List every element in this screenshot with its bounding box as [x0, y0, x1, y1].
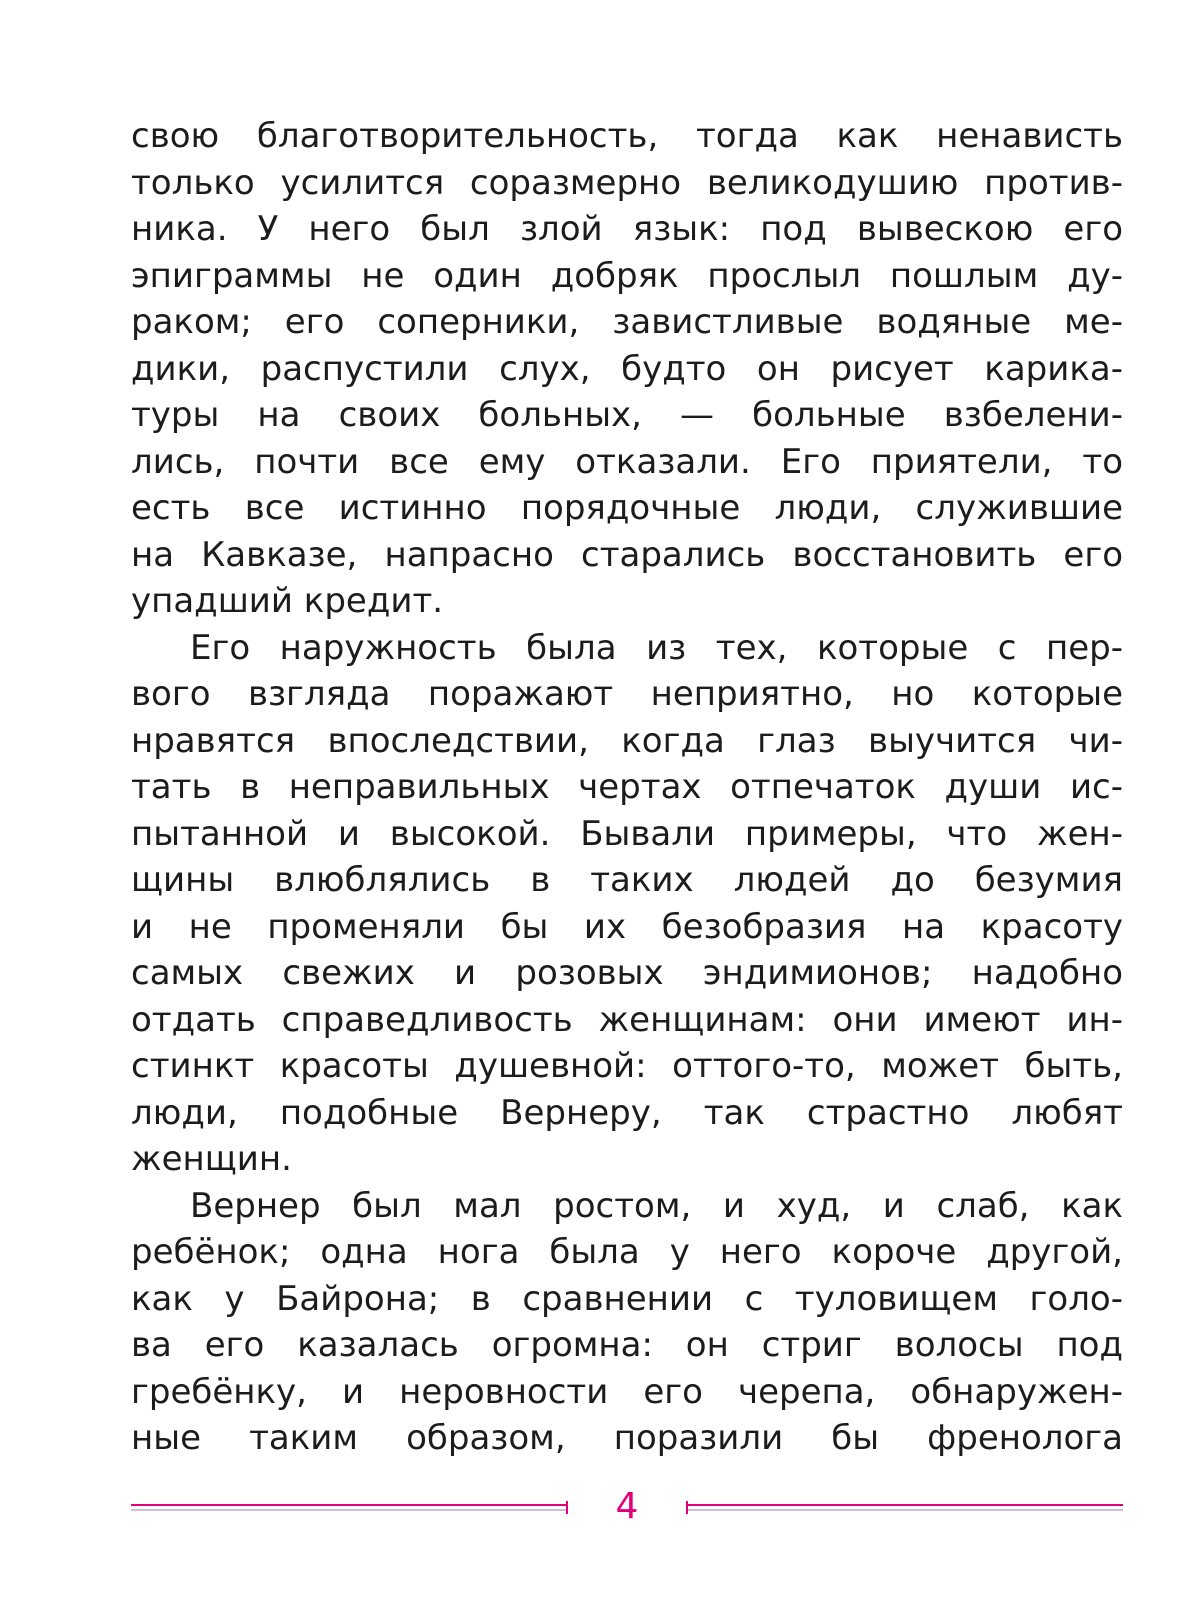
paragraph-end-line: женщин.	[131, 1139, 292, 1179]
text-line: ные таким образом, поразили бы френолога	[131, 1418, 1123, 1458]
page-number: 4	[615, 1486, 639, 1527]
text-line: ребёнок; одна нога была у него короче другой,	[131, 1232, 1123, 1272]
text-line: раком; его соперники, завистливые водяные ме-	[131, 302, 1123, 342]
text-line: ва его казалась огромна: он стриг волосы под	[131, 1325, 1123, 1365]
text-line: на Кавказе, напрасно старались восстановить его	[131, 534, 1123, 575]
footer-rule-left	[131, 1504, 568, 1511]
page-footer	[131, 1477, 1123, 1537]
text-line: гребёнку, и неровности его черепа, обнаружен-	[131, 1371, 1123, 1412]
text-line: щины влюблялись в таких людей до безумия	[131, 860, 1123, 900]
paragraph-start-line: Его наружность была из тех, которые с пер-	[190, 627, 1123, 668]
text-line: ника. У него был злой язык: под вывескою его	[131, 209, 1123, 249]
text-line: только усилится соразмерно великодушию против-	[131, 162, 1123, 203]
paragraph-start-line: Вернер был мал ростом, и худ, и слаб, как	[190, 1185, 1123, 1226]
text-line: нравятся впоследствии, когда глаз выучится чи-	[131, 720, 1123, 761]
text-line: тать в неправильных чертах отпечаток души ис-	[131, 767, 1123, 807]
footer-rule-right	[686, 1504, 1123, 1511]
text-line: отдать справедливость женщинам: они имеют ин-	[131, 999, 1123, 1040]
text-line: стинкт красоты душевной: оттого-то, может быть,	[131, 1046, 1123, 1086]
text-line: как у Байрона; в сравнении с туловищем голо-	[131, 1278, 1123, 1319]
text-line: пытанной и высокой. Бывали примеры, что жен-	[131, 813, 1123, 854]
text-line: самых свежих и розовых эндимионов; надобно	[131, 953, 1123, 993]
text-line: дики, распустили слух, будто он рисует карика-	[131, 348, 1123, 389]
text-line: есть все истинно порядочные люди, служившие	[131, 488, 1123, 528]
body-text	[131, 113, 1123, 1462]
text-line: эпиграммы не один добряк прослыл пошлым ду-	[131, 255, 1123, 296]
text-line: вого взгляда поражают неприятно, но которые	[131, 674, 1123, 714]
text-line: лись, почти все ему отказали. Его приятели, то	[131, 441, 1123, 482]
text-line: и не променяли бы их безобразия на красоту	[131, 906, 1123, 947]
text-line: свою благотворительность, тогда как ненависть	[131, 116, 1123, 156]
paragraph-end-line: упадший кредит.	[131, 581, 444, 621]
text-line: люди, подобные Вернеру, так страстно любят	[131, 1092, 1123, 1133]
text-line: туры на своих больных, — больные взбелени-	[131, 395, 1123, 435]
